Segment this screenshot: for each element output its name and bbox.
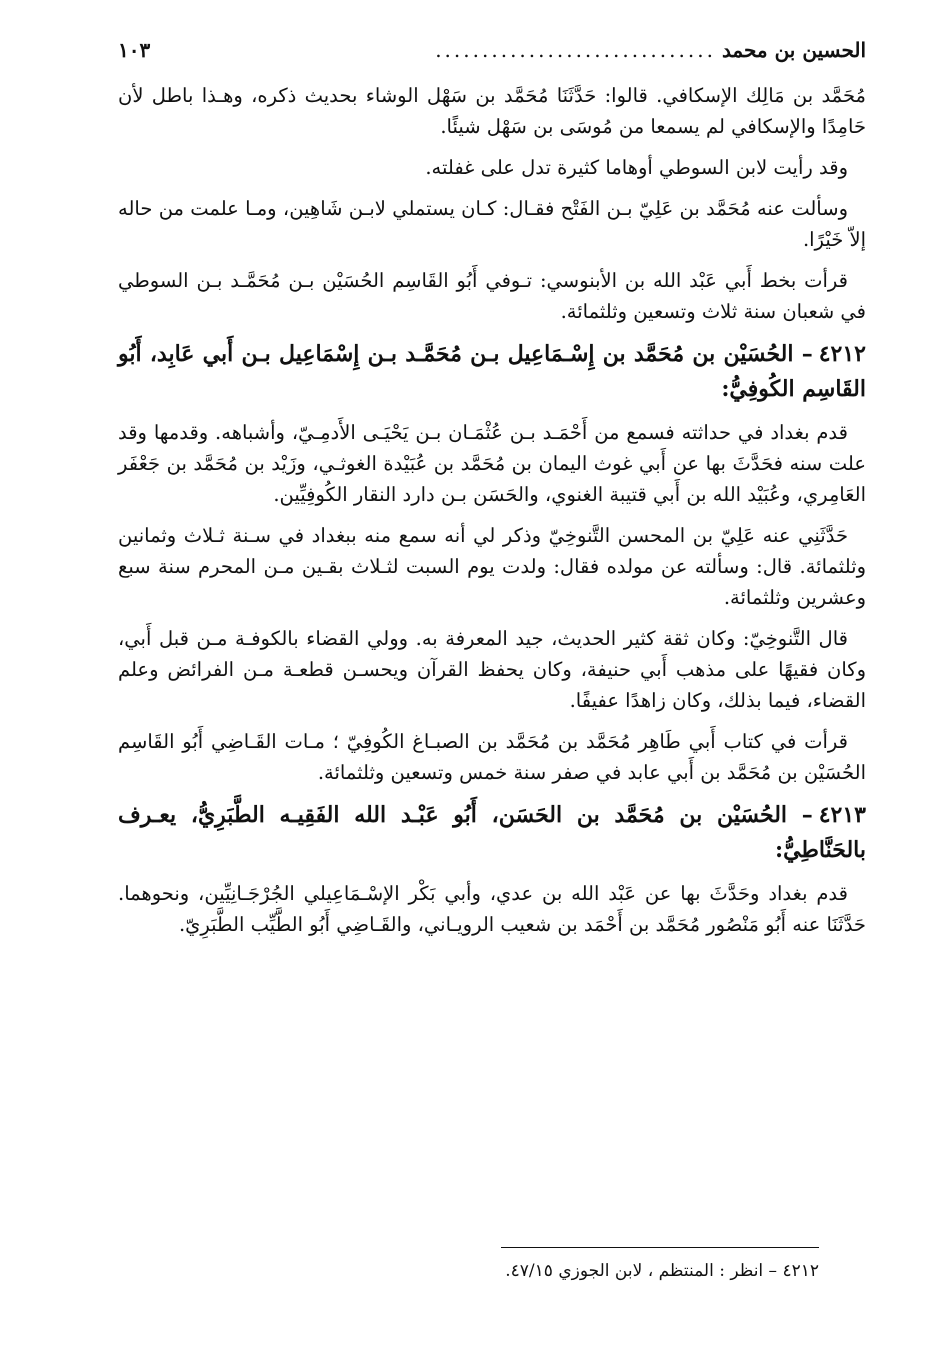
entry-title: – الحُسَيْن بن مُحَمَّد بن إِسْـمَاعِيل بـن مُحَمَّـد بـن إِسْمَاعِيل بـن أَبي عَابِد، أَبُو القَاسِم الكُوفِيُّ: <box>118 341 866 402</box>
paragraph: وسألت عنه مُحَمَّد بن عَلِيّ بـن الفَتْح فقـال: كـان يستملي لابـن شَاهِين، ومـا علمت من حاله إلاّ خَيْرًا. <box>118 197 866 251</box>
paragraph: قدم بغداد في حداثته فسمع من أَحْمَـد بـن عُثْمَـان بـن يَحْيَـى الأَدمِـيّ، وأشباهه. وقدمها وقد علت سنه فحَدَّثَ بها عن أَبي غوث اليمان بن مُحَمَّد بن عُبَيْدة الغوثـي، وزَيْد بن مُحَمَّد بن جَعْفَر العَامِري، وعُبَيْد الله بن أَبي قتيبة الغنوي، والحَسَن بـن دارد النقار الكُوفِيِّين. <box>118 421 866 506</box>
page <box>118 38 866 950</box>
paragraph: قدم بغداد وحَدَّثَ بها عن عَبْد الله بن عدي، وأبي بَكْر الإسْـمَاعِيلي الجُرْجَـانِيِّين، ونحوهما. حَدَّثَنَا عنه أَبُو مَنْصُور مُحَمَّد بن أَحْمَد بن شعيب الرويـاني، والقَـاضِي أَبُو الطَّيِّب الطَّبَرِيّ. <box>118 882 866 936</box>
paragraph: قال التَّنوخِيّ: وكان ثقة كثير الحديث، جيد المعرفة به. وولي القضاء بالكوفـة مـن قبل أَبي، وكان فقيهًا على مذهب أَبي حنيفة، وكان يحفظ القرآن ويحسـن قطعـة مـن الفرائض وعلم القضاء، فيما بذلك، وكان زاهدًا عفيفًا. <box>118 627 866 712</box>
entry-number: ٤٢١٢ <box>818 341 866 367</box>
running-head <box>118 38 866 80</box>
paragraph: مُحَمَّد بن مَالِك الإسكافي. قالوا: حَدَّثَنَا مُحَمَّد بن سَهْل الوشاء بحديث ذكره، وهـذا باطل لأن حَامِدًا والإسكافي لم يسمعا من مُوسَى بن سَهْل شيئًا. <box>118 84 866 138</box>
footnote: ٤٢١٢ – انظر : المنتظم ، لابن الجوزي ٤٧/١٥. <box>505 1261 819 1281</box>
paragraph: قرأت بخط أَبي عَبْد الله بن الأبنوسي: تـوفي أَبُو القَاسِم الحُسَيْن بـن مُحَمَّـد بـن السوطي في شعبان سنة ثلاث وتسعين وثلثمائة. <box>118 269 866 323</box>
paragraph: وقد رأيت لابن السوطي أوهاما كثيرة تدل على غفلته. <box>425 156 848 179</box>
paragraph: حَدَّثَنِي عنه عَلِيّ بن المحسن التَّنوخِيّ وذكر لي أنه سمع منه ببغداد في سـنة ثـلاث وثمانين وثلثمائة. قال: وسألته عن مولده فقال: ولدت يوم السبت لثـلاث بقـين مـن المحرم سنة سبع وعشرين وثلثمائة. <box>118 524 866 609</box>
entry-heading-4213 <box>118 798 866 868</box>
paragraph: قرأت في كتاب أَبي طَاهِر مُحَمَّد بن مُحَمَّد بن الصبـاغ الكُوفِيّ ؛ مـات القَـاضِي أَبُو القَاسِم الحُسَيْن بن مُحَمَّد بن أَبي عابد في صفر سنة خمس وتسعين وثلثمائة. <box>118 730 866 784</box>
entry-title: – الحُسَيْن بن مُحَمَّد بن الحَسَن، أَبُو عَبْـد الله الفَقِيـه الطَّبَرِيُّ، يعـرف بالحَنَّاطِيُّ: <box>118 802 866 863</box>
footnote-divider <box>501 1247 819 1248</box>
page-number: ١٠٣ <box>118 38 151 62</box>
running-head-dots: .............................. <box>435 38 716 62</box>
body-text <box>118 80 866 940</box>
entry-heading-4212 <box>118 337 866 407</box>
entry-number: ٤٢١٣ <box>818 802 866 828</box>
running-head-title: الحسين بن محمد <box>721 38 866 62</box>
